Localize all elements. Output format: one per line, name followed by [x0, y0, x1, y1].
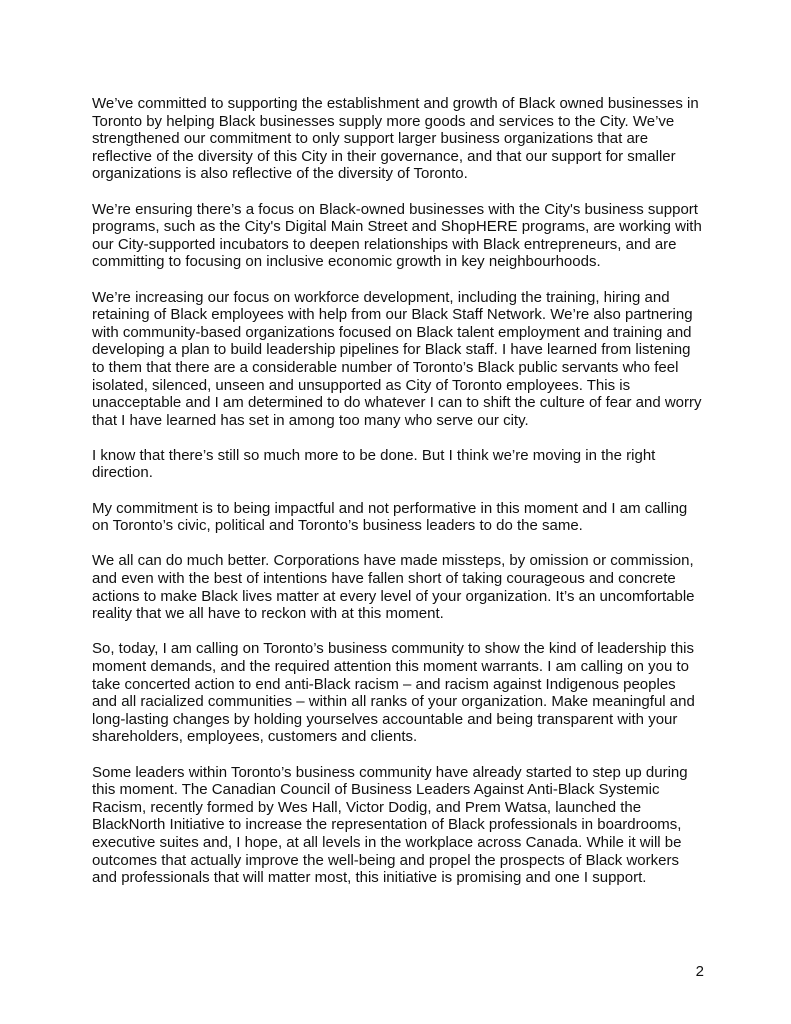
- paragraph-blacknorth-initiative: Some leaders within Toronto’s business community have already started to step up during this moment. The Canadian Council of Business Leaders Against Anti-Black Systemic Racism, recently formed by Wes Hall, Victor Dodig, and Prem Watsa, launched the BlackNorth Initiative to increase the representation of Black professionals in boardrooms, executive suites and, I hope, at all levels in the workplace across Canada. While it will be outcomes that actually improve the well-being and propel the prospects of Black workers and professionals that will matter most, this initiative is promising and one I support.: [92, 763, 688, 887]
- paragraph-do-much-better: We all can do much better. Corporations have made missteps, by omission or commission, and even with the best of intentions have fallen short of taking courageous and concrete actions to make Black lives matter at every level of your organization. It’s an uncomfortable reality that we all have to reckon with at this moment.: [92, 552, 695, 623]
- paragraph-business-support-programs: We’re ensuring there’s a focus on Black-owned businesses with the City's business support programs, such as the City's Digital Main Street and ShopHERE programs, are working with our City-supported incubators to deepen relationships with Black entrepreneurs, and are committing to focusing on inclusive economic growth in key neighbourhoods.: [92, 200, 702, 271]
- document-body: [92, 95, 704, 904]
- paragraph-black-owned-businesses: We’ve committed to supporting the establishment and growth of Black owned businesses in Toronto by helping Black businesses supply more goods and services to the City. We’ve strengthened our commitment to only support larger business organizations that are reflective of the diversity of this City in their governance, and that our support for smaller organizations is also reflective of the diversity of Toronto.: [92, 95, 699, 183]
- paragraph-commitment: My commitment is to being impactful and not performative in this moment and I am calling on Toronto’s civic, political and Toronto’s business leaders to do the same.: [92, 499, 688, 535]
- paragraph-right-direction: I know that there’s still so much more to be done. But I think we’re moving in the right direction.: [92, 446, 656, 482]
- paragraph-workforce-development: We’re increasing our focus on workforce development, including the training, hiring and retaining of Black employees with help from our Black Staff Network. We’re also partnering with community-based organizations focused on Black talent employment and training and developing a plan to build leadership pipelines for Black staff. I have learned from listening to them that there are a considerable number of Toronto’s Black public servants who feel isolated, silenced, unseen and unsupported as City of Toronto employees. This is unacceptable and I am determined to do whatever I can to shift the culture of fear and worry that I have learned has set in among too many who serve our city.: [92, 288, 702, 429]
- paragraph-call-to-business-community: So, today, I am calling on Toronto’s business community to show the kind of leadership this moment demands, and the required attention this moment warrants. I am calling on you to take concerted action to end anti-Black racism – and racism against Indigenous peoples and all racialized communities – within all ranks of your organization. Make meaningful and long-lasting changes by holding yourselves accountable and being transparent with your shareholders, employees, customers and clients.: [92, 640, 695, 746]
- page-number: 2: [695, 963, 704, 980]
